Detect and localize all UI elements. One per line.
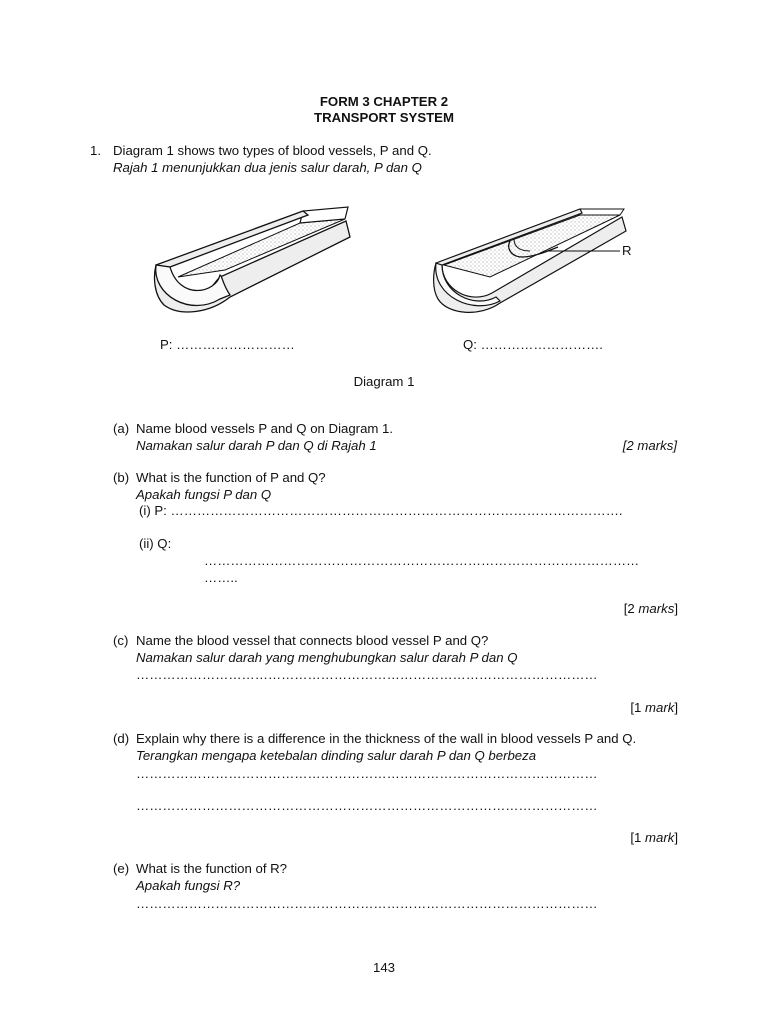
part-b-en: What is the function of P and Q? xyxy=(136,470,326,485)
part-b-i-line xyxy=(139,503,679,519)
part-c-dots: …………………………………………………………………………………………… xyxy=(136,667,598,682)
marks-close: ] xyxy=(674,601,678,616)
part-a-marks: [2 marks] xyxy=(622,438,677,453)
part-c-label: (c) xyxy=(113,633,129,648)
part-b-label: (b) xyxy=(113,470,130,485)
part-b-marks xyxy=(560,601,678,617)
marks-open: [1 xyxy=(630,830,646,845)
marks-word: mark xyxy=(645,700,675,715)
worksheet-title: FORM 3 CHAPTER 2 xyxy=(319,94,449,109)
marks-close: ] xyxy=(674,830,678,845)
marks-open: [1 xyxy=(630,700,646,715)
page-number: 143 xyxy=(372,960,395,975)
label-r: R xyxy=(622,243,632,258)
part-b-ii-label: (ii) Q: xyxy=(139,536,172,551)
part-b-i-label: (i) P: xyxy=(139,503,171,518)
marks-open: [2 xyxy=(623,601,639,616)
part-e-label: (e) xyxy=(113,861,130,876)
part-b-ms: Apakah fungsi P dan Q xyxy=(136,487,272,502)
answer-q: Q: ………………………. xyxy=(463,337,603,352)
part-e-ms: Apakah fungsi R? xyxy=(136,878,241,893)
vessel-p-illustration xyxy=(150,205,355,320)
diagram-caption: Diagram 1 xyxy=(353,374,415,389)
part-e-en: What is the function of R? xyxy=(136,861,287,876)
part-c-ms: Namakan salur darah yang menghubungkan salur darah P dan Q xyxy=(136,650,518,665)
part-d-dots-1: …………………………………………………………………………………………… xyxy=(136,766,598,781)
part-b-i-dots: …………………………………………………………………………………………. xyxy=(170,503,623,518)
marks-word: marks xyxy=(638,601,675,616)
question-stem-en: Diagram 1 shows two types of blood vessels, P and Q. xyxy=(113,143,432,158)
question-stem-ms: Rajah 1 menunjukkan dua jenis salur darah, P dan Q xyxy=(113,160,422,175)
part-a-label: (a) xyxy=(113,421,130,436)
part-c-marks xyxy=(560,700,678,716)
vessel-q-illustration xyxy=(430,205,630,320)
part-d-dots-2: …………………………………………………………………………………………… xyxy=(136,798,598,813)
part-d-marks xyxy=(560,830,678,846)
part-b-ii-dots-2: …….. xyxy=(204,570,238,585)
part-a-en: Name blood vessels P and Q on Diagram 1. xyxy=(136,421,394,436)
worksheet-subtitle: TRANSPORT SYSTEM xyxy=(314,110,454,125)
part-e-dots: …………………………………………………………………………………………… xyxy=(136,896,598,911)
part-d-ms: Terangkan mengapa ketebalan dinding salur darah P dan Q berbeza xyxy=(136,748,537,763)
part-d-label: (d) xyxy=(113,731,130,746)
marks-close: ] xyxy=(674,700,678,715)
part-b-ii-dots-1: ……………………………………………………………………………………… xyxy=(204,553,640,568)
marks-word: mark xyxy=(645,830,675,845)
part-d-en: Explain why there is a difference in the thickness of the wall in blood vessels P and Q. xyxy=(136,731,637,746)
answer-p: P: ……………………… xyxy=(160,337,295,352)
question-number: 1. xyxy=(90,143,101,158)
part-a-ms: Namakan salur darah P dan Q di Rajah 1 xyxy=(136,438,377,453)
part-c-en: Name the blood vessel that connects blood vessel P and Q? xyxy=(136,633,489,648)
